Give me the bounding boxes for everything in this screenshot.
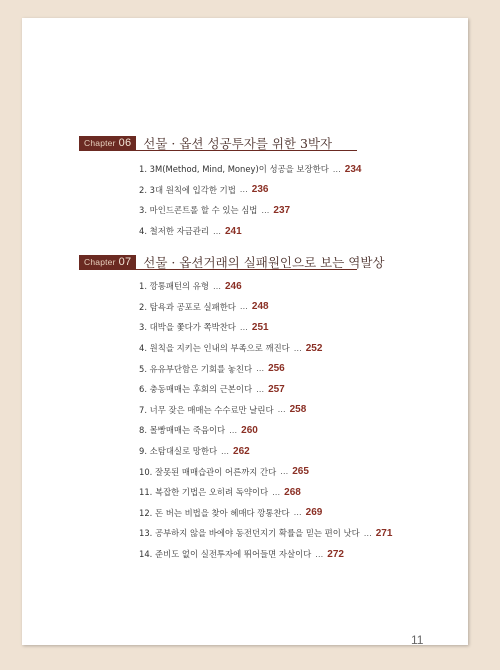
toc-item-title: 8. 몰빵매매는 죽음이다 (139, 425, 226, 436)
toc-item[interactable] (139, 276, 392, 297)
chapter-badge (79, 255, 136, 270)
toc-item-title: 1. 깡통패턴의 유형 (139, 281, 209, 292)
toc-item-page: 241 (224, 225, 242, 237)
leader-dots: … (261, 205, 270, 215)
chapter-07-item-list (139, 276, 392, 564)
toc-item-page: 248 (251, 301, 269, 313)
chapter-badge (79, 136, 136, 151)
toc-item-page: 271 (375, 527, 393, 539)
toc-item[interactable] (139, 461, 392, 482)
chapter-title: 선물 · 옵션 성공투자를 위한 3박자 (143, 136, 333, 151)
toc-item-page: 258 (289, 404, 307, 416)
chapter-title: 선물 · 옵션거래의 실패원인으로 보는 역발상 (143, 255, 385, 270)
toc-item-title: 9. 소탐대실로 망한다 (139, 446, 218, 457)
chapter-number: 06 (118, 137, 132, 149)
toc-item-page: 256 (268, 363, 285, 375)
leader-dots: … (256, 364, 265, 374)
leader-dots: … (293, 343, 302, 353)
leader-dots: … (212, 281, 221, 291)
toc-item-title: 1. 3M(Method, Mind, Money)이 성공을 보장한다 (139, 164, 329, 175)
toc-item[interactable] (139, 180, 361, 201)
toc-item-page: 234 (344, 163, 362, 175)
leader-dots: … (280, 467, 289, 477)
leader-dots: … (221, 446, 230, 456)
toc-item-page: 262 (233, 445, 250, 457)
toc-item[interactable] (139, 503, 392, 524)
toc-item-title: 4. 철저한 자금관리 (139, 226, 209, 237)
toc-item[interactable] (139, 441, 392, 462)
toc-item-page: 260 (241, 424, 258, 436)
toc-item-title: 7. 너무 잦은 매매는 수수료만 날린다 (139, 404, 274, 415)
chapter-divider (79, 150, 357, 151)
toc-item-title: 14. 준비도 없이 실전투자에 뛰어들면 자살이다 (139, 549, 312, 560)
toc-item[interactable] (139, 338, 392, 359)
toc-item-title: 4. 원칙을 지키는 인내의 부족으로 깨진다 (139, 343, 290, 354)
toc-item-title: 11. 복잡한 기법은 오히려 독약이다 (139, 487, 269, 498)
toc-item[interactable] (139, 420, 392, 441)
toc-item-title: 3. 마인드콘트롤 할 수 있는 심법 (139, 205, 258, 216)
toc-item-page: 252 (305, 342, 323, 354)
toc-item[interactable] (139, 221, 361, 242)
chapter-number: 07 (118, 256, 132, 268)
toc-item-title: 6. 충동매매는 후회의 근본이다 (139, 384, 253, 395)
toc-item-page: 265 (292, 466, 309, 478)
toc-item-title: 3. 대박을 쫓다가 쪽박찬다 (139, 322, 236, 333)
toc-item-page: 272 (327, 548, 344, 560)
toc-item[interactable] (139, 159, 361, 180)
toc-item-title: 5. 유유부단함은 기회를 놓친다 (139, 363, 253, 374)
toc-item-title: 10. 잘못된 매매습관이 어른까지 간다 (139, 466, 277, 477)
chapter-badge-label: Chapter (84, 138, 116, 148)
toc-item-page: 246 (224, 280, 242, 292)
toc-item-title: 2. 탐욕과 공포로 실패한다 (139, 301, 236, 312)
toc-item-title: 2. 3대 원칙에 입각한 기법 (139, 184, 236, 195)
leader-dots: … (277, 405, 286, 415)
toc-item[interactable] (139, 200, 361, 221)
toc-item[interactable] (139, 358, 392, 379)
toc-item-page: 268 (284, 486, 301, 498)
leader-dots: … (256, 384, 265, 394)
toc-item-title: 13. 공부하지 않을 바에야 동전던지기 확률을 믿는 편이 낫다 (139, 528, 360, 539)
toc-item[interactable] (139, 544, 392, 565)
toc-item[interactable] (139, 297, 392, 318)
toc-item[interactable] (139, 400, 392, 421)
leader-dots: … (239, 322, 248, 332)
toc-item[interactable] (139, 379, 392, 400)
leader-dots: … (239, 302, 248, 312)
toc-item-page: 251 (251, 321, 269, 333)
toc-item-title: 12. 돈 버는 비법을 찾아 헤매다 깡통찬다 (139, 507, 290, 518)
leader-dots: … (363, 528, 372, 538)
toc-item[interactable] (139, 523, 392, 544)
toc-item-page: 269 (305, 507, 323, 519)
leader-dots: … (332, 164, 341, 174)
leader-dots: … (229, 425, 238, 435)
toc-item-page: 236 (251, 184, 269, 196)
toc-item[interactable] (139, 482, 392, 503)
leader-dots: … (212, 226, 221, 236)
chapter-divider (79, 269, 357, 270)
leader-dots: … (315, 549, 324, 559)
leader-dots: … (293, 508, 302, 518)
leader-dots: … (272, 487, 281, 497)
leader-dots: … (239, 185, 248, 195)
toc-item-page: 257 (268, 383, 285, 395)
chapter-badge-label: Chapter (84, 257, 116, 267)
toc-item[interactable] (139, 317, 392, 338)
toc-item-page: 237 (273, 204, 291, 216)
chapter-06-item-list (139, 159, 361, 241)
page-number: 11 (411, 633, 424, 647)
